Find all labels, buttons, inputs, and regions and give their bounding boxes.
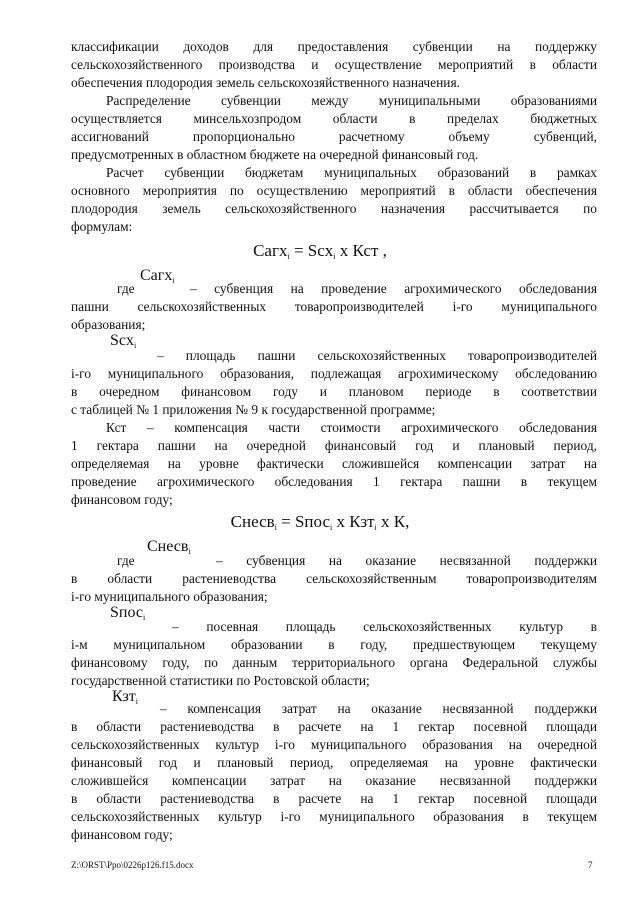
paragraph-line: финансовый год и плановый период, определяемая на уровне фактически — [71, 755, 597, 770]
paragraph-line: плодородия земель сельскохозяйственного назначения рассчитывается по — [71, 201, 597, 216]
paragraph-line: – посевная площадь сельскохозяйственных культур в — [172, 619, 597, 634]
paragraph-line: предусмотренных в областном бюджете на очередной финансовый год. — [71, 147, 479, 162]
where-label: где — [117, 281, 135, 296]
paragraph-line: 1 гектара пашни на очередной финансовый год и плановый период, — [71, 438, 597, 453]
paragraph-line: пашни сельскохозяйственных товаропроизводителей i-го муниципального — [71, 299, 597, 314]
symbol-spos: Sпос$_i$ — [110, 604, 146, 622]
symbol-kzt: Кзт$_i$ — [112, 688, 139, 706]
paragraph-line: сельскохозяйственного производства и осуществление мероприятий в области — [71, 57, 597, 72]
paragraph-line: в области растениеводства сельскохозяйственным товаропроизводителям — [71, 571, 597, 586]
paragraph-line: сельскохозяйственных культур i-го муниципального образования на очередной — [71, 737, 597, 752]
paragraph-line: – субвенция на оказание несвязанной поддержки — [216, 553, 597, 568]
paragraph-line: сложившейся компенсации затрат на оказание несвязанной поддержки — [71, 773, 597, 788]
symbol-sagx: Сагх$_i$ — [140, 267, 175, 285]
formula-1: Сагх$_i$ = Scx$_i$ x Кст , — [253, 241, 387, 261]
paragraph-line: i-м муниципальном образовании в году, предшествующем текущему — [71, 637, 597, 652]
paragraph-line: – компенсация затрат на оказание несвязанной поддержки — [160, 701, 597, 716]
page-number: 7 — [588, 860, 593, 870]
paragraph-line: финансовом году; — [71, 492, 173, 507]
paragraph-line: осуществляется минсельхозпродом области в пределах бюджетных — [71, 111, 597, 126]
paragraph-line: с таблицей № 1 приложения № 9 к государственной программе; — [71, 402, 436, 417]
paragraph-line: сельскохозяйственных культур i-го муниципального образования в текущем — [71, 809, 597, 824]
paragraph-line: Расчет субвенции бюджетам муниципальных образований в рамках — [106, 165, 597, 180]
paragraph-line: определяемая на уровне фактически сложившейся компенсации затрат на — [71, 456, 597, 471]
paragraph-line: в области растениеводства в расчете на 1 гектар посевной площади — [71, 719, 597, 734]
paragraph-line: проведение агрохимического обследования 1 гектара пашни в текущем — [71, 474, 597, 489]
footer-file-path: Z:\ORST\Ppo\0226p126.f15.docx — [71, 860, 194, 870]
paragraph-line: ассигнований пропорционально расчетному объему субвенций, — [71, 129, 597, 144]
symbol-snesv: Снесв$_i$ — [147, 538, 191, 556]
paragraph-line: основного мероприятия по осуществлению мероприятий в области обеспечения — [71, 183, 597, 198]
paragraph-line: в области растениеводства в расчете на 1 гектар посевной площади — [71, 791, 597, 806]
paragraph-line: финансовому году, по данным территориального органа Федеральной службы — [71, 655, 597, 670]
paragraph-line: образования; — [71, 317, 146, 332]
paragraph-line: обеспечения плодородия земель сельскохозяйственного назначения. — [71, 75, 460, 90]
where-label: где — [117, 553, 135, 568]
paragraph-line: государственной статистики по Ростовской области; — [71, 673, 370, 688]
paragraph-line: в очередном финансовом году и плановом периоде в соответствии — [71, 384, 597, 399]
paragraph-line: – субвенция на проведение агрохимического обследования — [190, 281, 597, 296]
symbol-scx: Scx$_i$ — [110, 332, 137, 350]
formula-2: Снесв$_i$ = Sпос$_i$ x Кзт$_i$ x К, — [230, 512, 410, 532]
paragraph-line: финансовом году; — [71, 827, 173, 842]
paragraph-line: классификации доходов для предоставления субвенции на поддержку — [71, 39, 597, 54]
paragraph-line: Распределение субвенции между муниципальными образованиями — [106, 93, 597, 108]
paragraph-line: – площадь пашни сельскохозяйственных товаропроизводителей — [157, 348, 597, 363]
paragraph-line: i-го муниципального образования, подлежащая агрохимическому обследованию — [71, 366, 597, 381]
paragraph-line: формулам: — [71, 219, 133, 234]
paragraph-line: i-го муниципального образования; — [71, 589, 268, 604]
paragraph-line: Кст – компенсация части стоимости агрохимического обследования — [106, 420, 597, 435]
